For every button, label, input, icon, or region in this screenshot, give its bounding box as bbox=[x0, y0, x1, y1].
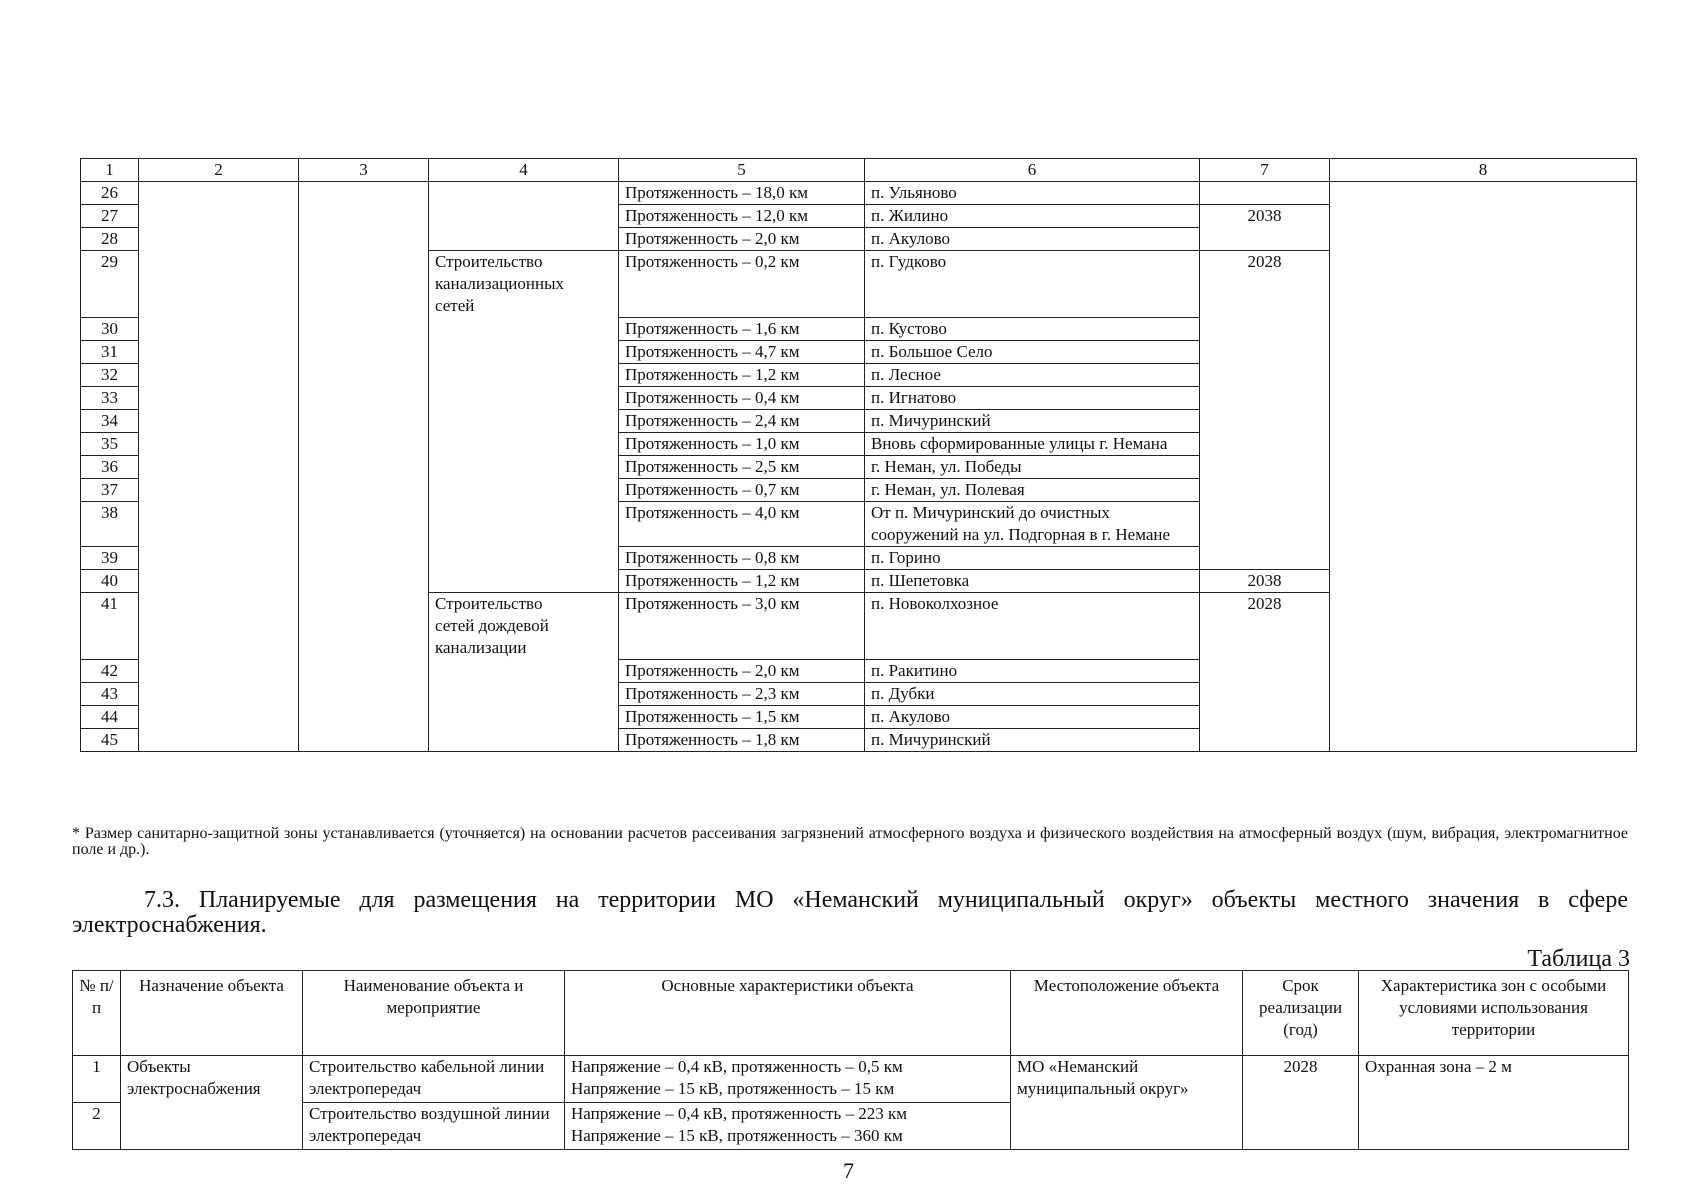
purpose-cell-empty bbox=[139, 182, 299, 752]
characteristic-cell: Протяженность – 3,0 км bbox=[619, 593, 865, 660]
characteristic-cell: Протяженность – 1,5 км bbox=[619, 706, 865, 729]
row-number: 45 bbox=[81, 729, 139, 752]
characteristic-line: Напряжение – 15 кВ, протяженность – 360 км bbox=[571, 1126, 903, 1145]
characteristic-cell: Протяженность – 2,0 км bbox=[619, 660, 865, 683]
header-location: Местоположение объекта bbox=[1011, 971, 1243, 1056]
row-number: 43 bbox=[81, 683, 139, 706]
section-heading: 7.3. Планируемые для размещения на территории МО «Неманский муниципальный округ» объекты местного значения в сфере электроснабжения. bbox=[72, 887, 1628, 938]
column-number: 7 bbox=[1200, 159, 1330, 182]
zone-cell: Охранная зона – 2 м bbox=[1359, 1056, 1629, 1150]
object-name-cell: Строительство воздушной линии электропередач bbox=[303, 1103, 565, 1150]
characteristic-cell: Протяженность – 1,6 км bbox=[619, 318, 865, 341]
electricity-objects-table bbox=[72, 970, 1629, 1150]
column-number: 8 bbox=[1330, 159, 1637, 182]
infrastructure-table-continued bbox=[80, 158, 1637, 752]
location-cell: п. Жилино bbox=[865, 205, 1200, 228]
characteristics-cell bbox=[565, 1056, 1011, 1103]
column-number: 5 bbox=[619, 159, 865, 182]
table-row bbox=[81, 182, 1637, 205]
characteristic-cell: Протяженность – 2,5 км bbox=[619, 456, 865, 479]
characteristic-cell: Протяженность – 18,0 км bbox=[619, 182, 865, 205]
header-characteristics: Основные характеристики объекта bbox=[565, 971, 1011, 1056]
characteristic-cell: Протяженность – 0,4 км bbox=[619, 387, 865, 410]
characteristic-cell: Протяженность – 0,2 км bbox=[619, 251, 865, 318]
characteristic-line: Напряжение – 0,4 кВ, протяженность – 223 км bbox=[571, 1104, 907, 1123]
location-cell: п. Мичуринский bbox=[865, 410, 1200, 433]
characteristic-cell: Протяженность – 1,2 км bbox=[619, 364, 865, 387]
table-header-row bbox=[73, 971, 1629, 1056]
location-cell: г. Неман, ул. Полевая bbox=[865, 479, 1200, 502]
table-header-row bbox=[81, 159, 1637, 182]
location-cell: п. Акулово bbox=[865, 706, 1200, 729]
row-number: 40 bbox=[81, 570, 139, 593]
characteristic-cell: Протяженность – 2,0 км bbox=[619, 228, 865, 251]
header-name: Наименование объекта и мероприятие bbox=[303, 971, 565, 1056]
row-number: 31 bbox=[81, 341, 139, 364]
purpose-cell: Объекты электроснабжения bbox=[121, 1056, 303, 1150]
year-cell: 2038 bbox=[1200, 570, 1330, 593]
footnote: * Размер санитарно-защитной зоны устанавливается (уточняется) на основании расчетов рассеивания загрязнений атмосферного воздуха и физического воздействия на атмосферный воздух (шум, вибрация, электромагнитное поле и др.). bbox=[72, 825, 1628, 858]
column-number: 4 bbox=[429, 159, 619, 182]
column-number: 6 bbox=[865, 159, 1200, 182]
object-name-cell: Строительство кабельной линии электропередач bbox=[303, 1056, 565, 1103]
characteristic-cell: Протяженность – 1,8 км bbox=[619, 729, 865, 752]
row-number: 38 bbox=[81, 502, 139, 547]
characteristic-line: Напряжение – 15 кВ, протяженность – 15 км bbox=[571, 1079, 895, 1098]
header-zones: Характеристика зон с особыми условиями использования территории bbox=[1359, 971, 1629, 1056]
characteristic-cell: Протяженность – 4,0 км bbox=[619, 502, 865, 547]
characteristic-cell: Протяженность – 1,0 км bbox=[619, 433, 865, 456]
characteristic-cell: Протяженность – 1,2 км bbox=[619, 570, 865, 593]
location-cell: п. Новоколхозное bbox=[865, 593, 1200, 660]
location-cell: п. Горино bbox=[865, 547, 1200, 570]
location-cell: п. Кустово bbox=[865, 318, 1200, 341]
row-number: 44 bbox=[81, 706, 139, 729]
page-number: 7 bbox=[843, 1158, 854, 1183]
year-cell: 2028 bbox=[1200, 251, 1330, 570]
location-cell: п. Ульяново bbox=[865, 182, 1200, 205]
location-cell: п. Большое Село bbox=[865, 341, 1200, 364]
row-number: 39 bbox=[81, 547, 139, 570]
characteristics-cell bbox=[565, 1103, 1011, 1150]
location-cell: п. Акулово bbox=[865, 228, 1200, 251]
header-deadline: Срок реализации (год) bbox=[1243, 971, 1359, 1056]
location-cell: п. Мичуринский bbox=[865, 729, 1200, 752]
row-number: 29 bbox=[81, 251, 139, 318]
location-cell: п. Ракитино bbox=[865, 660, 1200, 683]
row-number: 37 bbox=[81, 479, 139, 502]
measure-storm-label: Строительство сетей дождевой канализации bbox=[435, 594, 549, 657]
row-number: 33 bbox=[81, 387, 139, 410]
row-number: 34 bbox=[81, 410, 139, 433]
year-cell bbox=[1200, 182, 1330, 205]
location-cell: п. Игнатово bbox=[865, 387, 1200, 410]
characteristic-line: Напряжение – 0,4 кВ, протяженность – 0,5 км bbox=[571, 1057, 903, 1076]
location-cell: п. Лесное bbox=[865, 364, 1200, 387]
header-purpose: Назначение объекта bbox=[121, 971, 303, 1056]
characteristic-cell: Протяженность – 12,0 км bbox=[619, 205, 865, 228]
year-cell: 2028 bbox=[1200, 593, 1330, 752]
row-number: 1 bbox=[73, 1056, 121, 1103]
column-number: 2 bbox=[139, 159, 299, 182]
measure-sewer-label: Строительство канализационных сетей bbox=[435, 252, 564, 315]
zone-cell-empty bbox=[1330, 182, 1637, 752]
measure-cell-empty bbox=[429, 182, 619, 251]
characteristic-cell: Протяженность – 0,8 км bbox=[619, 547, 865, 570]
location-cell: МО «Неманский муниципальный округ» bbox=[1011, 1056, 1243, 1150]
row-number: 27 bbox=[81, 205, 139, 228]
row-number: 42 bbox=[81, 660, 139, 683]
location-cell: п. Шепетовка bbox=[865, 570, 1200, 593]
row-number: 2 bbox=[73, 1103, 121, 1150]
table-caption: Таблица 3 bbox=[1527, 946, 1630, 972]
characteristic-cell: Протяженность – 2,3 км bbox=[619, 683, 865, 706]
year-cell: 2038 bbox=[1200, 205, 1330, 251]
year-cell: 2028 bbox=[1243, 1056, 1359, 1150]
measure-sewer-cell bbox=[429, 251, 619, 593]
name-cell-empty bbox=[299, 182, 429, 752]
location-cell: п. Гудково bbox=[865, 251, 1200, 318]
measure-storm-cell bbox=[429, 593, 619, 752]
row-number: 32 bbox=[81, 364, 139, 387]
location-cell: Вновь сформированные улицы г. Немана bbox=[865, 433, 1200, 456]
row-number: 36 bbox=[81, 456, 139, 479]
column-number: 3 bbox=[299, 159, 429, 182]
location-cell: п. Дубки bbox=[865, 683, 1200, 706]
header-number: № п/п bbox=[73, 971, 121, 1056]
location-cell: г. Неман, ул. Победы bbox=[865, 456, 1200, 479]
characteristic-cell: Протяженность – 2,4 км bbox=[619, 410, 865, 433]
column-number: 1 bbox=[81, 159, 139, 182]
row-number: 35 bbox=[81, 433, 139, 456]
row-number: 26 bbox=[81, 182, 139, 205]
row-number: 41 bbox=[81, 593, 139, 660]
row-number: 28 bbox=[81, 228, 139, 251]
characteristic-cell: Протяженность – 0,7 км bbox=[619, 479, 865, 502]
characteristic-cell: Протяженность – 4,7 км bbox=[619, 341, 865, 364]
table-row bbox=[73, 1056, 1629, 1103]
row-number: 30 bbox=[81, 318, 139, 341]
location-cell: От п. Мичуринский до очистных сооружений на ул. Подгорная в г. Немане bbox=[865, 502, 1200, 547]
